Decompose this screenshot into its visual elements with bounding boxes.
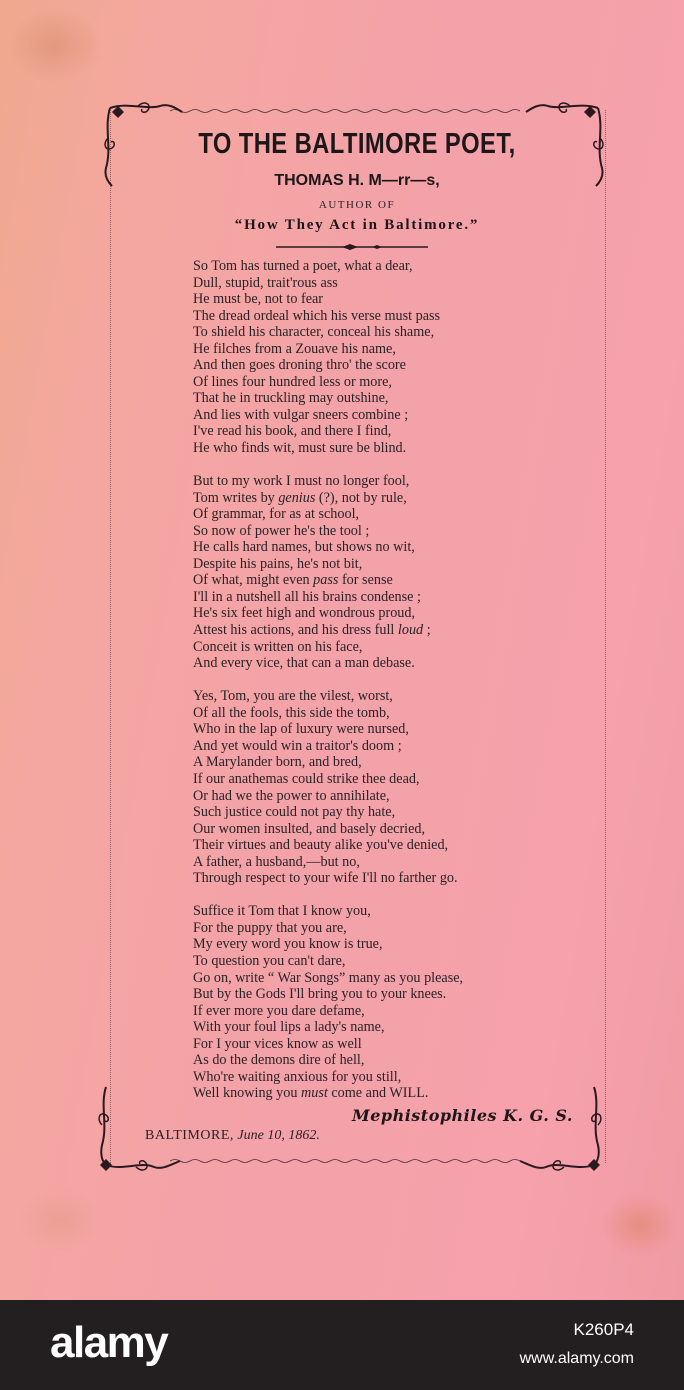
poem-line: Despite his pains, he's not bit, (193, 555, 363, 572)
poem-line: Their virtues and beauty alike you've denied, (193, 837, 449, 854)
stanza (193, 473, 573, 672)
poem-line: Conceit is written on his face, (193, 638, 363, 655)
dateline-date: June 10, 1862. (237, 1128, 320, 1143)
poem-line: To shield his character, conceal his shame, (193, 324, 435, 341)
poem-line: Yes, Tom, you are the vilest, worst, (193, 688, 393, 705)
footer-url-link[interactable]: www.alamy.com (519, 1350, 634, 1367)
poem-line: But by the Gods I'll bring you to your knees. (193, 986, 447, 1003)
poem-line: I've read his book, and there I find, (193, 423, 392, 440)
poem-line: Attest his actions, and his dress full loud ; (193, 622, 431, 639)
poem-line: Such justice could not pay thy hate, (193, 804, 396, 821)
poem-line: Through respect to your wife I'll no farther go. (193, 870, 458, 887)
poem-line: He's six feet high and wondrous proud, (193, 605, 416, 622)
poem-line: The dread ordeal which his verse must pass (193, 307, 441, 324)
dateline-city: BALTIMORE, (145, 1128, 234, 1143)
poem-line: Well knowing you must come and WILL. (193, 1085, 429, 1102)
book-title: “How They Act in Baltimore.” (234, 217, 480, 233)
poem-line: Of lines four hundred less or more, (193, 373, 392, 390)
poem-line: My every word you know is true, (193, 936, 383, 953)
poem-line: To question you can't dare, (193, 952, 346, 969)
poem-line: A Marylander born, and bred, (193, 754, 362, 771)
poem-line: That he in truckling may outshine, (193, 390, 389, 407)
poem-line: Who in the lap of luxury were nursed, (193, 721, 409, 738)
alamy-logo: alamy (50, 1318, 168, 1367)
poem-line: Tom writes by genius (?), not by rule, (193, 489, 407, 506)
poem-line: And yet would win a traitor's doom ; (193, 737, 402, 754)
signature: Mephistophiles K. G. S. (352, 1106, 573, 1125)
poem-line: Of grammar, for as at school, (193, 506, 360, 523)
poem-line: Or had we the power to annihilate, (193, 787, 390, 804)
poem-line: He must be, not to fear (193, 291, 324, 308)
poem-line: So now of power he's the tool ; (193, 522, 370, 539)
poem-line: If ever more you dare defame, (193, 1002, 365, 1019)
stanza (193, 258, 573, 457)
poem-line: A father, a husband,—but no, (193, 853, 360, 870)
dateline (145, 1128, 320, 1144)
poem-line: Dull, stupid, trait'rous ass (193, 274, 338, 291)
author-name: THOMAS H. M—rr—s, (274, 172, 440, 189)
decorative-rule-icon (272, 243, 432, 251)
author-of-label: AUTHOR OF (318, 199, 396, 211)
poem-line: Of what, might even pass for sense (193, 572, 393, 589)
poem-line: Go on, write “ War Songs” many as you please, (193, 969, 464, 986)
poem-line: With your foul lips a lady's name, (193, 1019, 385, 1036)
poem-line: Who're waiting anxious for you still, (193, 1068, 402, 1085)
poem-line: But to my work I must no longer fool, (193, 473, 410, 490)
wavy-top-border (170, 108, 520, 114)
poem-line: And lies with vulgar sneers combine ; (193, 406, 409, 423)
poem-line: Our women insulted, and basely decried, (193, 820, 426, 837)
stanza (193, 903, 573, 1102)
poem-line: Suffice it Tom that I know you, (193, 903, 371, 920)
broadside-title: TO THE BALTIMORE POET, (198, 128, 516, 160)
poem-line: And every vice, that can a man debase. (193, 655, 415, 672)
image-id-label: K260P4 (573, 1320, 634, 1339)
poem-line: I'll in a nutshell all his brains condense ; (193, 588, 421, 605)
poem-line: He who finds wit, must sure be blind. (193, 440, 407, 457)
poem-line: Of all the fools, this side the tomb, (193, 704, 390, 721)
poem-line: He filches from a Zouave his name, (193, 340, 396, 357)
poem-line: For the puppy that you are, (193, 919, 347, 936)
poem-line: For I your vices know as well (193, 1035, 362, 1052)
poem-body (193, 258, 573, 1118)
poem-line: He calls hard names, but shows no wit, (193, 539, 415, 556)
stock-footer-bar (0, 1300, 684, 1390)
poem-line: If our anathemas could strike thee dead, (193, 770, 420, 787)
poem-line: As do the demons dire of hell, (193, 1052, 365, 1069)
wavy-bottom-border (170, 1158, 520, 1164)
poem-line: So Tom has turned a poet, what a dear, (193, 258, 413, 274)
poem-line: And then goes droning thro' the score (193, 357, 406, 374)
stanza (193, 688, 573, 887)
